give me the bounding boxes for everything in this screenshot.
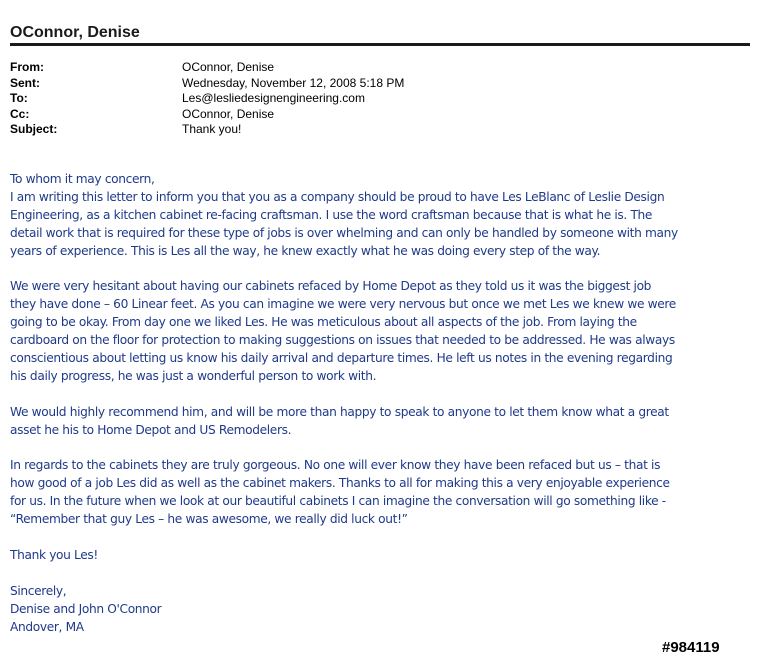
header-label: To: [10,91,28,105]
body-line: conscientious about letting us know his daily arrival and departure times. He left us notes in the evening regarding [10,351,673,366]
body-line: We were very hesitant about having our cabinets refaced by Home Depot as they told us it was the biggest job [10,279,652,294]
header-value: Les@lesliedesignengineering.com [182,91,365,105]
paragraph-gap [10,440,758,458]
body-line: Sincerely, [10,583,67,598]
body-line: Denise and John O'Connor [10,601,162,616]
header-row [10,76,750,92]
body-line: In regards to the cabinets they are truly gorgeous. No one will ever know they have been refaced but us – that is [10,458,661,473]
header-row [10,60,750,76]
header-label: Subject: [10,122,58,136]
body-line: how good of a job Les did as well as the cabinet makers. Thanks to all for making this a very enjoyable experience [10,476,670,491]
body-line: “Remember that guy Les – he was awesome, we really did luck out!” [10,512,408,527]
title-divider [10,43,750,46]
body-line: I am writing this letter to inform you that you as a company should be proud to have Les LeBlanc of Leslie Design [10,189,665,204]
body-line: asset he his to Home Depot and US Remodelers. [10,422,292,437]
body-line: We would highly recommend him, and will be more than happy to speak to anyone to let them know what a great [10,404,669,419]
paragraph-gap [10,565,758,583]
header-label: Cc: [10,106,30,121]
body-line: Engineering, as a kitchen cabinet re-facing craftsman. I use the word craftsman because that is what he is. The [10,207,653,222]
email-header [10,60,750,138]
body-line: cardboard on the floor for protection to making suggestions on issues that needed to be addressed. He was always [10,333,675,348]
reference-code: #984119 [662,639,720,656]
header-label: From: [10,60,44,74]
body-line: going to be okay. From day one we liked Les. He was meticulous about all aspects of the job. From laying the [10,315,637,330]
paragraph-gap [10,386,758,404]
body-line: Andover, MA [10,619,84,634]
header-label: Sent: [10,75,40,90]
body-line: years of experience. This is Les all the way, he knew exactly what he was doing every step of the way. [10,243,601,258]
sender-title: OConnor, Denise [10,24,140,41]
email-body [10,171,758,636]
body-line: Thank you Les! [10,547,98,562]
header-value: OConnor, Denise [182,106,275,121]
header-value: Wednesday, November 12, 2008 5:18 PM [182,75,405,90]
header-value: Thank you! [182,122,242,136]
paragraph-gap [10,261,758,279]
header-row [10,122,750,138]
paragraph-gap [10,529,758,547]
body-line: his daily progress, he was just a wonderful person to work with. [10,368,377,383]
header-value: OConnor, Denise [182,60,275,74]
body-line: for us. In the future when we look at our beautiful cabinets I can imagine the conversation will go something like - [10,494,666,509]
header-row [10,91,750,107]
body-line: To whom it may concern, [10,172,155,186]
body-line: they have done – 60 Linear feet. As you can imagine we were very nervous but once we met Les we knew we were [10,297,676,312]
body-line: detail work that is required for these type of jobs is over whelming and can only be handled by someone with many [10,225,678,240]
header-row [10,107,750,123]
